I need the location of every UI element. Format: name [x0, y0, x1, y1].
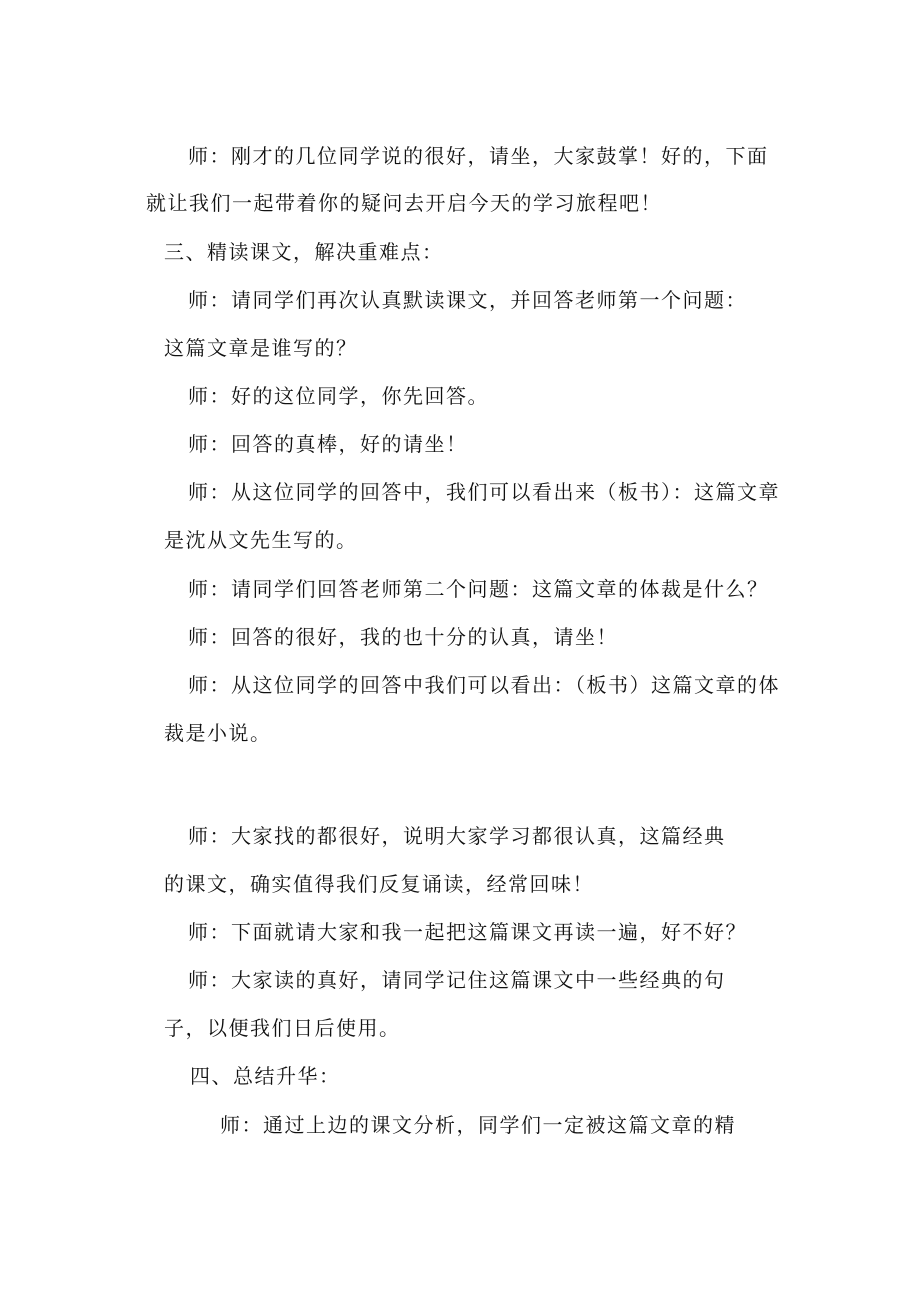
- text-line-2: 就让我们一起带着你的疑问去开启今天的学习旅程吧！: [146, 191, 662, 215]
- text-line-17: 师：大家读的真好，请同学记住这篇课文中一些经典的句: [188, 968, 726, 992]
- text-line-15: 的课文，确实值得我们反复诵读，经常回味！: [164, 872, 594, 896]
- text-line-16: 师：下面就请大家和我一起把这篇课文再读一遍，好不好？: [188, 920, 747, 944]
- text-line-10: 师：请同学们回答老师第二个问题：这篇文章的体裁是什么？: [188, 577, 769, 601]
- section-heading-4: 四、总结升华：: [190, 1064, 341, 1088]
- text-line-11: 师：回答的很好，我的也十分的认真，请坐！: [188, 625, 618, 649]
- section-heading-3: 三、精读课文，解决重难点：: [164, 240, 444, 264]
- text-line-6: 师：好的这位同学，你先回答。: [188, 384, 489, 408]
- text-line-1: 师：刚才的几位同学说的很好，请坐，大家鼓掌！好的，下面: [188, 144, 769, 168]
- text-line-14: 师：大家找的都很好，说明大家学习都很认真，这篇经典: [188, 824, 726, 848]
- text-line-9: 是沈从文先生写的。: [164, 528, 358, 552]
- text-line-13: 裁是小说。: [164, 721, 272, 745]
- text-line-4: 师：请同学们再次认真默读课文，并回答老师第一个问题：: [188, 288, 747, 312]
- text-line-12: 师：从这位同学的回答中我们可以看出：（板书）这篇文章的体: [188, 673, 780, 697]
- text-line-18: 子，以便我们日后使用。: [164, 1016, 401, 1040]
- text-line-20: 师：通过上边的课文分析，同学们一定被这篇文章的精: [220, 1113, 736, 1137]
- text-line-8: 师：从这位同学的回答中，我们可以看出来（板书）：这篇文章: [188, 480, 780, 504]
- text-line-5: 这篇文章是谁写的？: [164, 336, 358, 360]
- text-line-7: 师：回答的真棒，好的请坐！: [188, 432, 468, 456]
